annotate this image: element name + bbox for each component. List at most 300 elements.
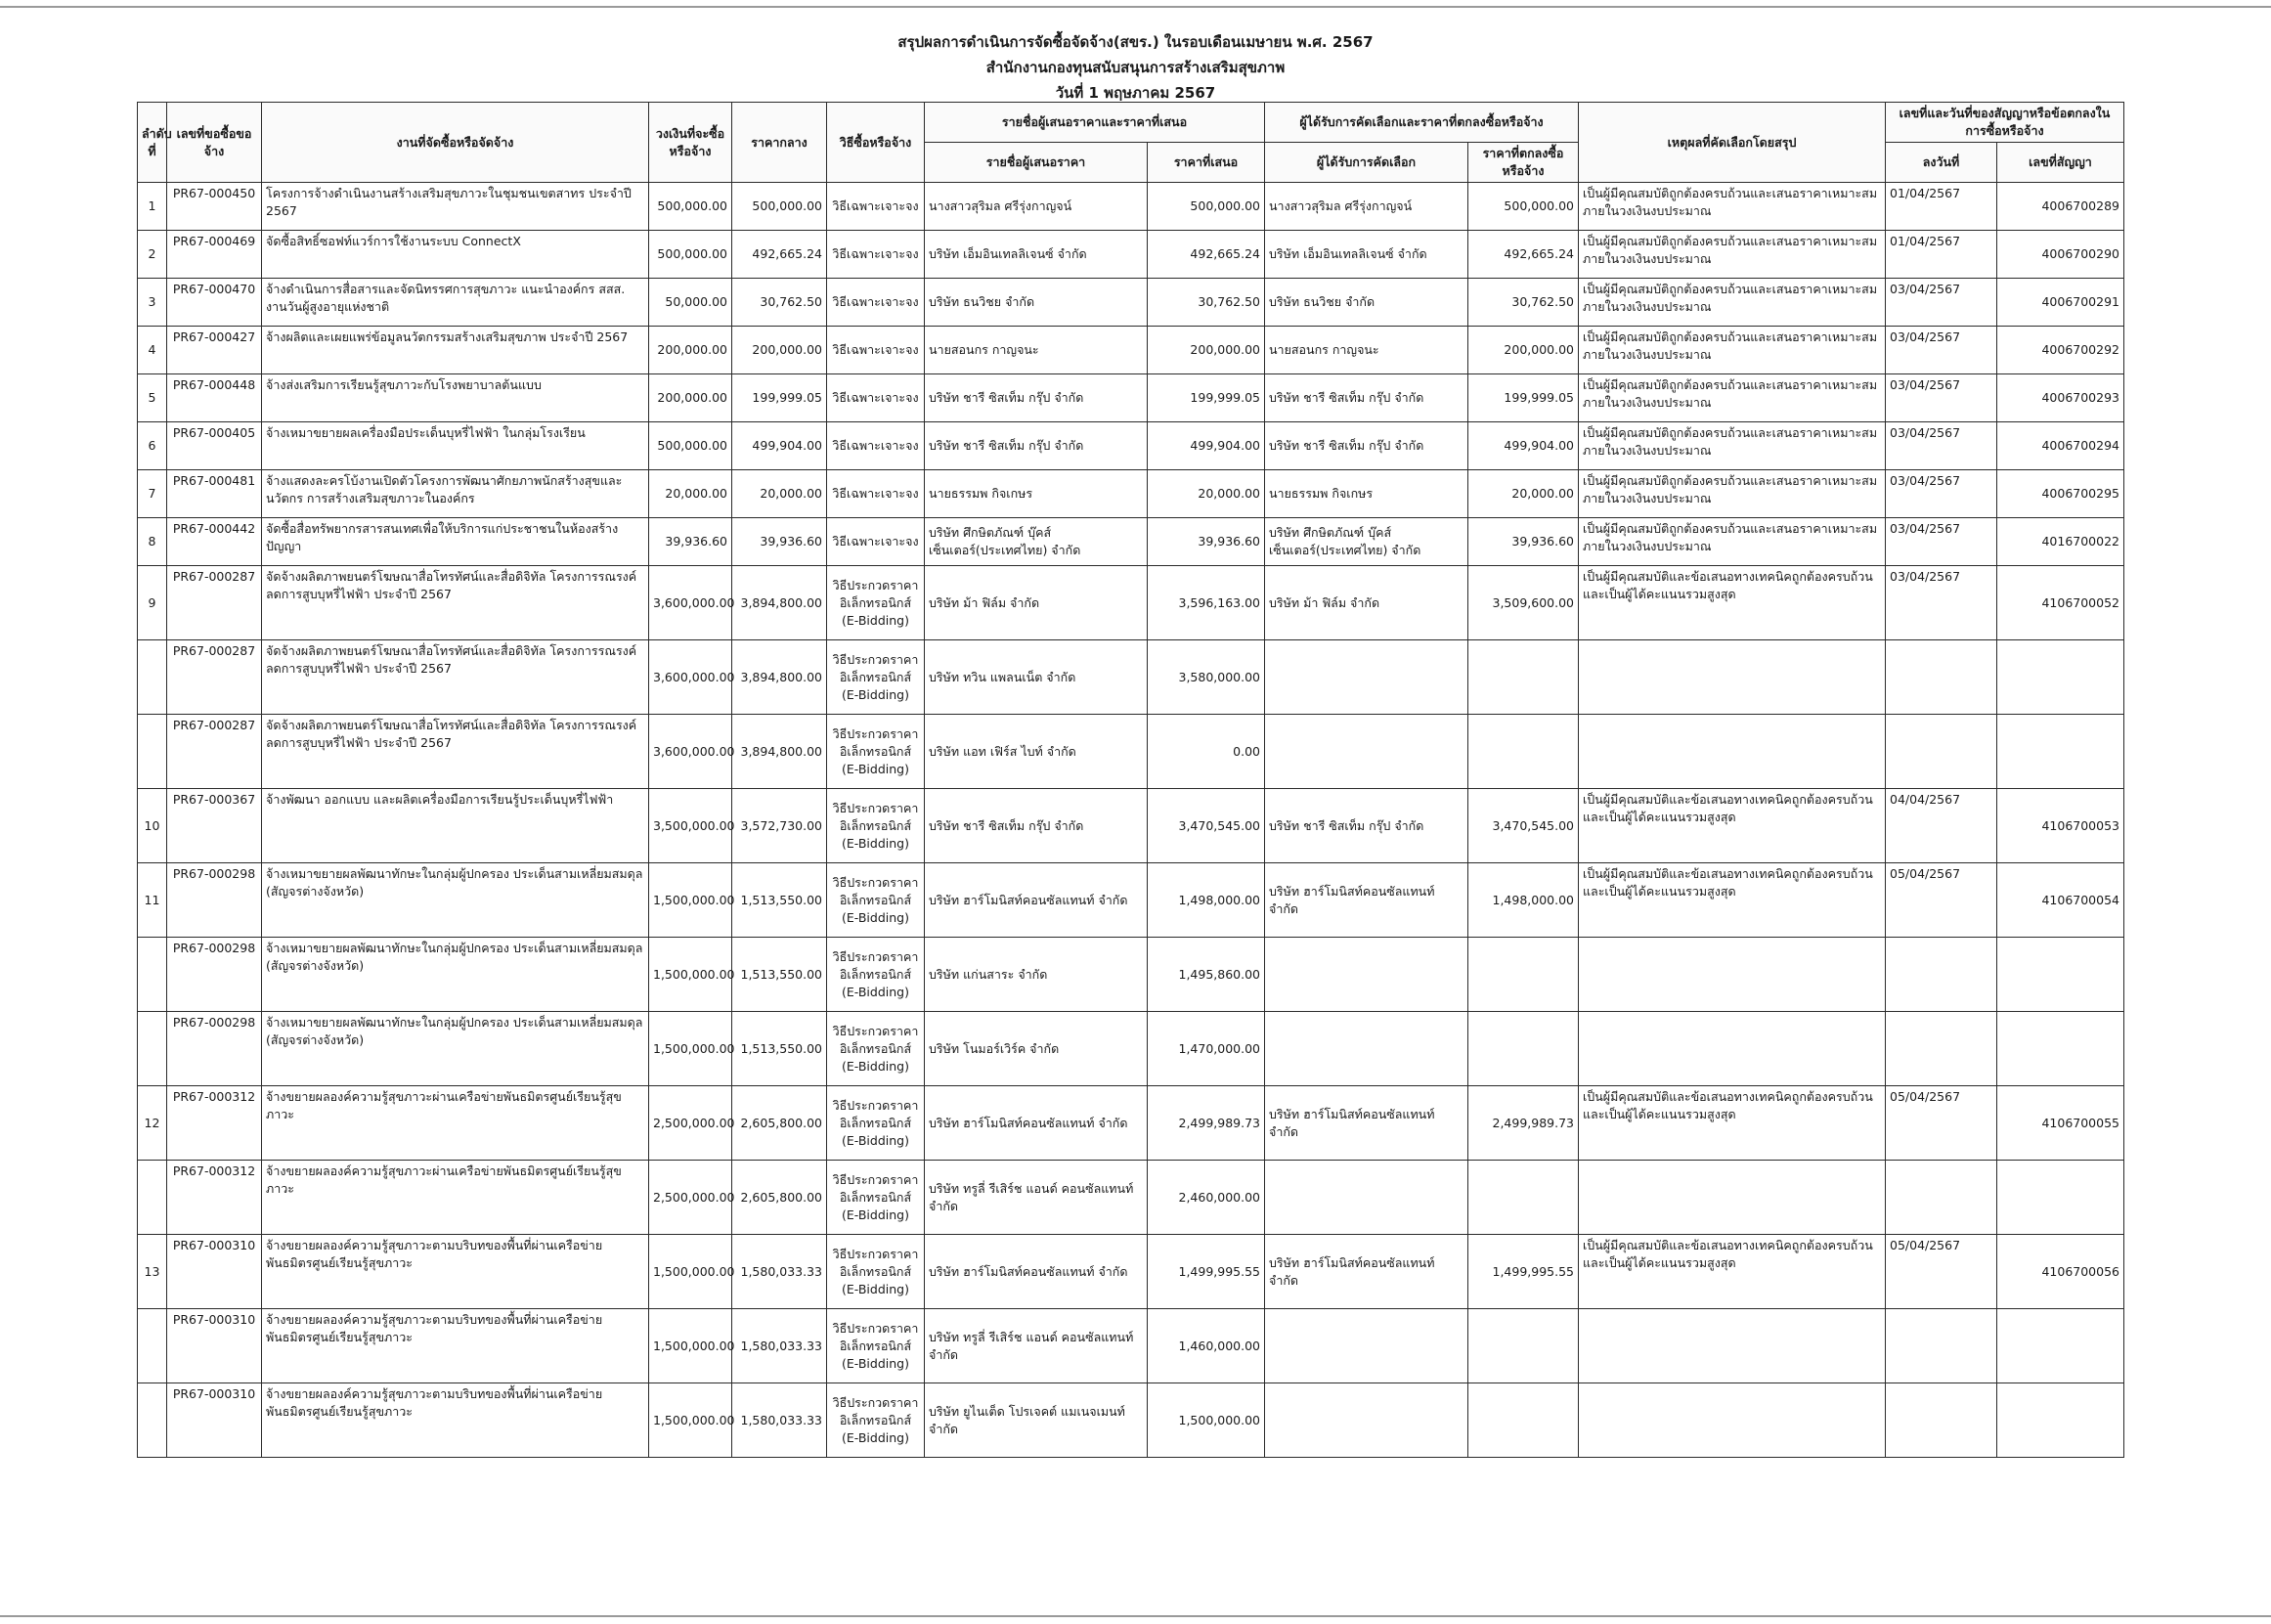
- cell-median-price: 2,605,800.00: [732, 1161, 827, 1235]
- cell-bidder-name: บริษัท ทรูลี่ รีเสิร์ช แอนด์ คอนซัลแทนท์ จำกัด: [925, 1309, 1148, 1383]
- header-bidder-name: รายชื่อผู้เสนอราคา: [925, 143, 1148, 183]
- cell-selected-name: บริษัท เอ็มอินเทลลิเจนซ์ จำกัด: [1265, 231, 1468, 279]
- cell-contract-number: 4006700292: [1997, 327, 2124, 374]
- cell-budget: 1,500,000.00: [649, 863, 732, 938]
- cell-bidder-name: บริษัท ฮาร์โมนิสท์คอนซัลแทนท์ จำกัด: [925, 863, 1148, 938]
- table-row: [138, 1012, 2124, 1086]
- cell-budget: 1,500,000.00: [649, 1383, 732, 1458]
- cell-agreed-price: 3,509,600.00: [1468, 566, 1579, 640]
- cell-pr-number: PR67-000310: [167, 1235, 262, 1309]
- cell-pr-number: PR67-000448: [167, 374, 262, 422]
- cell-work-description: จ้างขยายผลองค์ความรู้สุขภาวะตามบริบทของพื้นที่ผ่านเครือข่ายพันธมิตรศูนย์เรียนรู้สุขภาวะ: [262, 1235, 649, 1309]
- cell-median-price: 499,904.00: [732, 422, 827, 470]
- organization-name: สำนักงานกองทุนสนับสนุนการสร้างเสริมสุขภาพ: [985, 59, 1286, 76]
- cell-method: วิธีเฉพาะเจาะจง: [827, 374, 925, 422]
- header-contract-date: ลงวันที่: [1886, 143, 1997, 183]
- cell-bid-price: 499,904.00: [1148, 422, 1265, 470]
- table-row: [138, 231, 2124, 279]
- table-header: [138, 103, 2124, 183]
- table-row: [138, 327, 2124, 374]
- cell-reason: [1579, 1309, 1886, 1383]
- cell-reason: [1579, 715, 1886, 789]
- cell-selected-name: [1265, 640, 1468, 715]
- cell-contract-date: [1886, 640, 1997, 715]
- cell-median-price: 2,605,800.00: [732, 1086, 827, 1161]
- cell-agreed-price: [1468, 1161, 1579, 1235]
- cell-median-price: 500,000.00: [732, 183, 827, 231]
- cell-contract-date: 03/04/2567: [1886, 327, 1997, 374]
- cell-bidder-name: บริษัท ศึกษิตภัณฑ์ บุ๊คส์เซ็นเตอร์(ประเทศไทย) จำกัด: [925, 518, 1148, 566]
- cell-pr-number: PR67-000287: [167, 640, 262, 715]
- cell-contract-number: 4106700052: [1997, 566, 2124, 640]
- cell-bid-price: 20,000.00: [1148, 470, 1265, 518]
- cell-bid-price: 1,495,860.00: [1148, 938, 1265, 1012]
- cell-pr-number: PR67-000298: [167, 1012, 262, 1086]
- cell-bid-price: 492,665.24: [1148, 231, 1265, 279]
- cell-contract-date: [1886, 715, 1997, 789]
- cell-budget: 200,000.00: [649, 374, 732, 422]
- cell-pr-number: PR67-000481: [167, 470, 262, 518]
- cell-pr-number: PR67-000469: [167, 231, 262, 279]
- cell-budget: 1,500,000.00: [649, 1012, 732, 1086]
- cell-reason: เป็นผู้มีคุณสมบัติและข้อเสนอทางเทคนิคถูกต้องครบถ้วนและเป็นผู้ได้คะแนนรวมสูงสุด: [1579, 1235, 1886, 1309]
- cell-bidder-name: บริษัท เอ็มอินเทลลิเจนซ์ จำกัด: [925, 231, 1148, 279]
- cell-budget: 3,600,000.00: [649, 640, 732, 715]
- cell-selected-name: บริษัท ธนวิชย จำกัด: [1265, 279, 1468, 327]
- cell-reason: [1579, 938, 1886, 1012]
- cell-contract-date: 04/04/2567: [1886, 789, 1997, 863]
- cell-reason: เป็นผู้มีคุณสมบัติและข้อเสนอทางเทคนิคถูกต้องครบถ้วนและเป็นผู้ได้คะแนนรวมสูงสุด: [1579, 863, 1886, 938]
- cell-budget: 1,500,000.00: [649, 1309, 732, 1383]
- cell-contract-number: 4106700055: [1997, 1086, 2124, 1161]
- cell-selected-name: บริษัท ชารี ซิสเท็ม กรุ๊ป จำกัด: [1265, 422, 1468, 470]
- header-budget: วงเงินที่จะซื้อหรือจ้าง: [649, 103, 732, 183]
- cell-selected-name: [1265, 1383, 1468, 1458]
- cell-bid-price: 3,470,545.00: [1148, 789, 1265, 863]
- cell-bidder-name: บริษัท ทรูลี่ รีเสิร์ช แอนด์ คอนซัลแทนท์ จำกัด: [925, 1161, 1148, 1235]
- cell-work-description: จ้างแสดงละครโบ้งานเปิดตัวโครงการพัฒนาศักยภาพนักสร้างสุขและนวัตกร การสร้างเสริมสุขภาวะในองค์กร: [262, 470, 649, 518]
- header-bid-price: ราคาที่เสนอ: [1148, 143, 1265, 183]
- cell-contract-date: [1886, 1161, 1997, 1235]
- header-bidders-group: รายชื่อผู้เสนอราคาและราคาที่เสนอ: [925, 103, 1265, 143]
- cell-work-description: จ้างขยายผลองค์ความรู้สุขภาวะตามบริบทของพื้นที่ผ่านเครือข่ายพันธมิตรศูนย์เรียนรู้สุขภาวะ: [262, 1383, 649, 1458]
- cell-contract-number: 4016700022: [1997, 518, 2124, 566]
- cell-bid-price: 3,596,163.00: [1148, 566, 1265, 640]
- cell-median-price: 3,894,800.00: [732, 640, 827, 715]
- cell-contract-date: 03/04/2567: [1886, 470, 1997, 518]
- cell-method: วิธีประกวดราคาอิเล็กทรอนิกส์ (E-Bidding): [827, 789, 925, 863]
- cell-row-number: 1: [138, 183, 167, 231]
- cell-pr-number: PR67-000287: [167, 715, 262, 789]
- cell-work-description: จัดจ้างผลิตภาพยนตร์โฆษณาสื่อโทรทัศน์และสื่อดิจิทัล โครงการรณรงค์ลดการสูบบุหรี่ไฟฟ้า ประจำปี 2567: [262, 566, 649, 640]
- cell-budget: 2,500,000.00: [649, 1086, 732, 1161]
- cell-bid-price: 500,000.00: [1148, 183, 1265, 231]
- cell-bid-price: 30,762.50: [1148, 279, 1265, 327]
- cell-work-description: จ้างดำเนินการสื่อสารและจัดนิทรรศการสุขภาวะ แนะนำองค์กร สสส. งานวันผู้สูงอายุแห่งชาติ: [262, 279, 649, 327]
- cell-method: วิธีเฉพาะเจาะจง: [827, 231, 925, 279]
- cell-bidder-name: บริษัท ฮาร์โมนิสท์คอนซัลแทนท์ จำกัด: [925, 1086, 1148, 1161]
- cell-median-price: 30,762.50: [732, 279, 827, 327]
- cell-median-price: 492,665.24: [732, 231, 827, 279]
- cell-selected-name: [1265, 1012, 1468, 1086]
- table-row: [138, 183, 2124, 231]
- cell-contract-date: 03/04/2567: [1886, 422, 1997, 470]
- cell-reason: [1579, 1383, 1886, 1458]
- cell-work-description: จ้างผลิตและเผยแพร่ข้อมูลนวัตกรรมสร้างเสริมสุขภาพ ประจำปี 2567: [262, 327, 649, 374]
- cell-work-description: จ้างขยายผลองค์ความรู้สุขภาวะตามบริบทของพื้นที่ผ่านเครือข่ายพันธมิตรศูนย์เรียนรู้สุขภาวะ: [262, 1309, 649, 1383]
- cell-contract-number: 4106700053: [1997, 789, 2124, 863]
- cell-median-price: 3,894,800.00: [732, 566, 827, 640]
- cell-median-price: 20,000.00: [732, 470, 827, 518]
- cell-row-number: 7: [138, 470, 167, 518]
- cell-method: วิธีประกวดราคาอิเล็กทรอนิกส์ (E-Bidding): [827, 1086, 925, 1161]
- cell-selected-name: บริษัท ชารี ซิสเท็ม กรุ๊ป จำกัด: [1265, 374, 1468, 422]
- cell-agreed-price: 200,000.00: [1468, 327, 1579, 374]
- cell-contract-date: [1886, 938, 1997, 1012]
- table-row: [138, 789, 2124, 863]
- cell-method: วิธีประกวดราคาอิเล็กทรอนิกส์ (E-Bidding): [827, 566, 925, 640]
- cell-work-description: โครงการจ้างดำเนินงานสร้างเสริมสุขภาวะในชุมชนเขตสาทร ประจำปี 2567: [262, 183, 649, 231]
- cell-selected-name: บริษัท ฮาร์โมนิสท์คอนซัลแทนท์ จำกัด: [1265, 863, 1468, 938]
- cell-method: วิธีประกวดราคาอิเล็กทรอนิกส์ (E-Bidding): [827, 1383, 925, 1458]
- cell-method: วิธีเฉพาะเจาะจง: [827, 470, 925, 518]
- header-method: วิธีซื้อหรือจ้าง: [827, 103, 925, 183]
- cell-row-number: [138, 715, 167, 789]
- cell-contract-number: 4106700054: [1997, 863, 2124, 938]
- cell-row-number: [138, 1012, 167, 1086]
- table-row: [138, 422, 2124, 470]
- cell-row-number: 13: [138, 1235, 167, 1309]
- cell-pr-number: PR67-000470: [167, 279, 262, 327]
- cell-agreed-price: 199,999.05: [1468, 374, 1579, 422]
- cell-pr-number: PR67-000287: [167, 566, 262, 640]
- cell-reason: [1579, 640, 1886, 715]
- scan-edge-top: [0, 6, 2271, 8]
- cell-pr-number: PR67-000298: [167, 863, 262, 938]
- cell-bidder-name: บริษัท ฮาร์โมนิสท์คอนซัลแทนท์ จำกัด: [925, 1235, 1148, 1309]
- cell-pr-number: PR67-000310: [167, 1383, 262, 1458]
- cell-row-number: 2: [138, 231, 167, 279]
- cell-budget: 39,936.60: [649, 518, 732, 566]
- cell-bid-price: 2,460,000.00: [1148, 1161, 1265, 1235]
- cell-budget: 3,600,000.00: [649, 566, 732, 640]
- cell-reason: [1579, 1161, 1886, 1235]
- cell-agreed-price: [1468, 1383, 1579, 1458]
- cell-row-number: 11: [138, 863, 167, 938]
- cell-contract-date: 01/04/2567: [1886, 183, 1997, 231]
- cell-bidder-name: บริษัท ทวิน แพลนเน็ต จำกัด: [925, 640, 1148, 715]
- cell-bid-price: 200,000.00: [1148, 327, 1265, 374]
- cell-bidder-name: บริษัท ธนวิชย จำกัด: [925, 279, 1148, 327]
- cell-agreed-price: 500,000.00: [1468, 183, 1579, 231]
- cell-agreed-price: 499,904.00: [1468, 422, 1579, 470]
- cell-contract-number: 4106700056: [1997, 1235, 2124, 1309]
- cell-work-description: จัดซื้อสิทธิ์ซอฟท์แวร์การใช้งานระบบ ConnectX: [262, 231, 649, 279]
- cell-median-price: 1,513,550.00: [732, 1012, 827, 1086]
- header-pr-number: เลขที่ขอซื้อขอจ้าง: [167, 103, 262, 183]
- header-selected-name: ผู้ได้รับการคัดเลือก: [1265, 143, 1468, 183]
- cell-median-price: 199,999.05: [732, 374, 827, 422]
- cell-method: วิธีประกวดราคาอิเล็กทรอนิกส์ (E-Bidding): [827, 1012, 925, 1086]
- cell-method: วิธีประกวดราคาอิเล็กทรอนิกส์ (E-Bidding): [827, 1309, 925, 1383]
- cell-reason: [1579, 1012, 1886, 1086]
- cell-budget: 500,000.00: [649, 183, 732, 231]
- cell-budget: 1,500,000.00: [649, 1235, 732, 1309]
- header-contract-no: เลขที่สัญญา: [1997, 143, 2124, 183]
- cell-method: วิธีประกวดราคาอิเล็กทรอนิกส์ (E-Bidding): [827, 938, 925, 1012]
- cell-reason: เป็นผู้มีคุณสมบัติและข้อเสนอทางเทคนิคถูกต้องครบถ้วนและเป็นผู้ได้คะแนนรวมสูงสุด: [1579, 789, 1886, 863]
- cell-method: วิธีประกวดราคาอิเล็กทรอนิกส์ (E-Bidding): [827, 1235, 925, 1309]
- cell-reason: เป็นผู้มีคุณสมบัติถูกต้องครบถ้วนและเสนอราคาเหมาะสมภายในวงเงินงบประมาณ: [1579, 518, 1886, 566]
- cell-agreed-price: 39,936.60: [1468, 518, 1579, 566]
- cell-method: วิธีเฉพาะเจาะจง: [827, 422, 925, 470]
- table-row: [138, 1161, 2124, 1235]
- cell-pr-number: PR67-000310: [167, 1309, 262, 1383]
- table-row: [138, 566, 2124, 640]
- cell-reason: เป็นผู้มีคุณสมบัติและข้อเสนอทางเทคนิคถูกต้องครบถ้วนและเป็นผู้ได้คะแนนรวมสูงสุด: [1579, 1086, 1886, 1161]
- cell-budget: 500,000.00: [649, 231, 732, 279]
- cell-contract-date: 03/04/2567: [1886, 279, 1997, 327]
- header-selected-group: ผู้ได้รับการคัดเลือกและราคาที่ตกลงซื้อหรือจ้าง: [1265, 103, 1579, 143]
- cell-median-price: 1,513,550.00: [732, 863, 827, 938]
- cell-budget: 200,000.00: [649, 327, 732, 374]
- cell-selected-name: บริษัท ม้า ฟิล์ม จำกัด: [1265, 566, 1468, 640]
- cell-work-description: จ้างส่งเสริมการเรียนรู้สุขภาวะกับโรงพยาบาลต้นแบบ: [262, 374, 649, 422]
- cell-median-price: 3,894,800.00: [732, 715, 827, 789]
- cell-row-number: 10: [138, 789, 167, 863]
- table-row: [138, 1235, 2124, 1309]
- cell-bidder-name: บริษัท แอท เฟิร์ส ไบท์ จำกัด: [925, 715, 1148, 789]
- cell-method: วิธีเฉพาะเจาะจง: [827, 183, 925, 231]
- cell-agreed-price: [1468, 1309, 1579, 1383]
- cell-row-number: [138, 1383, 167, 1458]
- procurement-table: [137, 102, 2124, 1458]
- cell-work-description: จ้างเหมาขยายผลพัฒนาทักษะในกลุ่มผู้ปกครอง ประเด็นสามเหลี่ยมสมดุล (สัญจรต่างจังหวัด): [262, 1012, 649, 1086]
- table-row: [138, 938, 2124, 1012]
- cell-bid-price: 39,936.60: [1148, 518, 1265, 566]
- cell-agreed-price: 3,470,545.00: [1468, 789, 1579, 863]
- header-no: ลำดับที่: [138, 103, 167, 183]
- cell-reason: เป็นผู้มีคุณสมบัติถูกต้องครบถ้วนและเสนอราคาเหมาะสมภายในวงเงินงบประมาณ: [1579, 470, 1886, 518]
- cell-selected-name: [1265, 1309, 1468, 1383]
- cell-median-price: 200,000.00: [732, 327, 827, 374]
- cell-selected-name: [1265, 715, 1468, 789]
- cell-work-description: จ้างขยายผลองค์ความรู้สุขภาวะผ่านเครือข่ายพันธมิตรศูนย์เรียนรู้สุขภาวะ: [262, 1161, 649, 1235]
- cell-bid-price: 2,499,989.73: [1148, 1086, 1265, 1161]
- cell-bid-price: 3,580,000.00: [1148, 640, 1265, 715]
- cell-contract-date: 03/04/2567: [1886, 518, 1997, 566]
- cell-bidder-name: บริษัท ยูไนเต็ด โปรเจคต์ แมเนจเมนท์ จำกัด: [925, 1383, 1148, 1458]
- table-row: [138, 470, 2124, 518]
- cell-contract-date: [1886, 1309, 1997, 1383]
- cell-agreed-price: [1468, 640, 1579, 715]
- cell-selected-name: [1265, 1161, 1468, 1235]
- cell-contract-number: 4006700291: [1997, 279, 2124, 327]
- header-work: งานที่จัดซื้อหรือจัดจ้าง: [262, 103, 649, 183]
- cell-selected-name: บริษัท ศึกษิตภัณฑ์ บุ๊คส์เซ็นเตอร์(ประเทศไทย) จำกัด: [1265, 518, 1468, 566]
- cell-row-number: 8: [138, 518, 167, 566]
- cell-row-number: [138, 1161, 167, 1235]
- cell-contract-number: 4006700294: [1997, 422, 2124, 470]
- cell-work-description: จ้างเหมาขยายผลพัฒนาทักษะในกลุ่มผู้ปกครอง ประเด็นสามเหลี่ยมสมดุล (สัญจรต่างจังหวัด): [262, 863, 649, 938]
- cell-method: วิธีประกวดราคาอิเล็กทรอนิกส์ (E-Bidding): [827, 640, 925, 715]
- cell-row-number: 9: [138, 566, 167, 640]
- cell-work-description: จ้างขยายผลองค์ความรู้สุขภาวะผ่านเครือข่ายพันธมิตรศูนย์เรียนรู้สุขภาวะ: [262, 1086, 649, 1161]
- cell-selected-name: [1265, 938, 1468, 1012]
- table-row: [138, 518, 2124, 566]
- cell-selected-name: นายสอนกร กาญจนะ: [1265, 327, 1468, 374]
- cell-method: วิธีประกวดราคาอิเล็กทรอนิกส์ (E-Bidding): [827, 715, 925, 789]
- table-row: [138, 1309, 2124, 1383]
- cell-pr-number: PR67-000450: [167, 183, 262, 231]
- cell-bidder-name: บริษัท แก่นสาระ จำกัด: [925, 938, 1148, 1012]
- table-row: [138, 279, 2124, 327]
- cell-pr-number: PR67-000442: [167, 518, 262, 566]
- cell-bid-price: 1,460,000.00: [1148, 1309, 1265, 1383]
- cell-agreed-price: 1,499,995.55: [1468, 1235, 1579, 1309]
- cell-selected-name: บริษัท ฮาร์โมนิสท์คอนซัลแทนท์ จำกัด: [1265, 1235, 1468, 1309]
- cell-reason: เป็นผู้มีคุณสมบัติถูกต้องครบถ้วนและเสนอราคาเหมาะสมภายในวงเงินงบประมาณ: [1579, 183, 1886, 231]
- cell-contract-date: 03/04/2567: [1886, 566, 1997, 640]
- cell-reason: เป็นผู้มีคุณสมบัติถูกต้องครบถ้วนและเสนอราคาเหมาะสมภายในวงเงินงบประมาณ: [1579, 374, 1886, 422]
- cell-contract-date: 05/04/2567: [1886, 1086, 1997, 1161]
- cell-work-description: จัดซื้อสื่อทรัพยากรสารสนเทศเพื่อให้บริการแก่ประชาชนในห้องสร้างปัญญา: [262, 518, 649, 566]
- table-body: [138, 183, 2124, 1458]
- table-row: [138, 1383, 2124, 1458]
- cell-budget: 20,000.00: [649, 470, 732, 518]
- cell-method: วิธีเฉพาะเจาะจง: [827, 327, 925, 374]
- cell-bid-price: 1,470,000.00: [1148, 1012, 1265, 1086]
- cell-contract-date: [1886, 1383, 1997, 1458]
- cell-work-description: จัดจ้างผลิตภาพยนตร์โฆษณาสื่อโทรทัศน์และสื่อดิจิทัล โครงการรณรงค์ลดการสูบบุหรี่ไฟฟ้า ประจำปี 2567: [262, 715, 649, 789]
- cell-selected-name: นางสาวสุริมล ศรีรุ่งกาญจน์: [1265, 183, 1468, 231]
- cell-agreed-price: 20,000.00: [1468, 470, 1579, 518]
- cell-reason: เป็นผู้มีคุณสมบัติถูกต้องครบถ้วนและเสนอราคาเหมาะสมภายในวงเงินงบประมาณ: [1579, 231, 1886, 279]
- cell-method: วิธีประกวดราคาอิเล็กทรอนิกส์ (E-Bidding): [827, 1161, 925, 1235]
- header-contract-group: เลขที่และวันที่ของสัญญาหรือข้อตกลงในการซื้อหรือจ้าง: [1886, 103, 2124, 143]
- cell-bidder-name: บริษัท โนมอร์เวิร์ค จำกัด: [925, 1012, 1148, 1086]
- cell-contract-number: 4006700290: [1997, 231, 2124, 279]
- cell-agreed-price: 492,665.24: [1468, 231, 1579, 279]
- document-title: สรุปผลการดำเนินการจัดซื้อจัดจ้าง(สขร.) ในรอบเดือนเมษายน พ.ศ. 2567: [897, 33, 1374, 51]
- cell-budget: 50,000.00: [649, 279, 732, 327]
- cell-row-number: [138, 640, 167, 715]
- cell-reason: เป็นผู้มีคุณสมบัติถูกต้องครบถ้วนและเสนอราคาเหมาะสมภายในวงเงินงบประมาณ: [1579, 422, 1886, 470]
- cell-bidder-name: นางสาวสุริมล ศรีรุ่งกาญจน์: [925, 183, 1148, 231]
- cell-contract-date: 05/04/2567: [1886, 863, 1997, 938]
- cell-agreed-price: [1468, 938, 1579, 1012]
- cell-contract-number: [1997, 1383, 2124, 1458]
- cell-contract-number: 4006700289: [1997, 183, 2124, 231]
- cell-agreed-price: 30,762.50: [1468, 279, 1579, 327]
- cell-contract-number: [1997, 715, 2124, 789]
- cell-contract-number: 4006700293: [1997, 374, 2124, 422]
- cell-budget: 2,500,000.00: [649, 1161, 732, 1235]
- cell-bidder-name: บริษัท ชารี ซิสเท็ม กรุ๊ป จำกัด: [925, 789, 1148, 863]
- table-row: [138, 1086, 2124, 1161]
- cell-row-number: 3: [138, 279, 167, 327]
- cell-selected-name: บริษัท ชารี ซิสเท็ม กรุ๊ป จำกัด: [1265, 789, 1468, 863]
- table-row: [138, 374, 2124, 422]
- cell-reason: เป็นผู้มีคุณสมบัติถูกต้องครบถ้วนและเสนอราคาเหมาะสมภายในวงเงินงบประมาณ: [1579, 279, 1886, 327]
- cell-bid-price: 1,498,000.00: [1148, 863, 1265, 938]
- cell-median-price: 3,572,730.00: [732, 789, 827, 863]
- cell-contract-date: 05/04/2567: [1886, 1235, 1997, 1309]
- header-agreed-price: ราคาที่ตกลงซื้อหรือจ้าง: [1468, 143, 1579, 183]
- cell-row-number: 12: [138, 1086, 167, 1161]
- cell-pr-number: PR67-000367: [167, 789, 262, 863]
- report-date: วันที่ 1 พฤษภาคม 2567: [1055, 84, 1216, 102]
- cell-row-number: 4: [138, 327, 167, 374]
- cell-contract-date: 03/04/2567: [1886, 374, 1997, 422]
- cell-bidder-name: บริษัท ม้า ฟิล์ม จำกัด: [925, 566, 1148, 640]
- cell-row-number: 5: [138, 374, 167, 422]
- cell-work-description: จ้างพัฒนา ออกแบบ และผลิตเครื่องมือการเรียนรู้ประเด็นบุหรี่ไฟฟ้า: [262, 789, 649, 863]
- cell-work-description: จ้างเหมาขยายผลพัฒนาทักษะในกลุ่มผู้ปกครอง ประเด็นสามเหลี่ยมสมดุล (สัญจรต่างจังหวัด): [262, 938, 649, 1012]
- table-row: [138, 715, 2124, 789]
- cell-agreed-price: [1468, 715, 1579, 789]
- cell-pr-number: PR67-000312: [167, 1086, 262, 1161]
- cell-reason: เป็นผู้มีคุณสมบัติและข้อเสนอทางเทคนิคถูกต้องครบถ้วนและเป็นผู้ได้คะแนนรวมสูงสุด: [1579, 566, 1886, 640]
- cell-median-price: 1,580,033.33: [732, 1309, 827, 1383]
- cell-reason: เป็นผู้มีคุณสมบัติถูกต้องครบถ้วนและเสนอราคาเหมาะสมภายในวงเงินงบประมาณ: [1579, 327, 1886, 374]
- cell-bid-price: 199,999.05: [1148, 374, 1265, 422]
- cell-method: วิธีประกวดราคาอิเล็กทรอนิกส์ (E-Bidding): [827, 863, 925, 938]
- cell-budget: 3,600,000.00: [649, 715, 732, 789]
- cell-pr-number: PR67-000405: [167, 422, 262, 470]
- cell-contract-date: [1886, 1012, 1997, 1086]
- cell-median-price: 1,513,550.00: [732, 938, 827, 1012]
- cell-contract-number: [1997, 1012, 2124, 1086]
- cell-contract-number: [1997, 640, 2124, 715]
- cell-contract-number: 4006700295: [1997, 470, 2124, 518]
- cell-agreed-price: 1,498,000.00: [1468, 863, 1579, 938]
- cell-budget: 1,500,000.00: [649, 938, 732, 1012]
- cell-selected-name: บริษัท ฮาร์โมนิสท์คอนซัลแทนท์ จำกัด: [1265, 1086, 1468, 1161]
- cell-work-description: จ้างเหมาขยายผลเครื่องมือประเด็นบุหรี่ไฟฟ้า ในกลุ่มโรงเรียน: [262, 422, 649, 470]
- cell-method: วิธีเฉพาะเจาะจง: [827, 279, 925, 327]
- cell-budget: 500,000.00: [649, 422, 732, 470]
- cell-pr-number: PR67-000298: [167, 938, 262, 1012]
- cell-contract-number: [1997, 1161, 2124, 1235]
- cell-row-number: [138, 1309, 167, 1383]
- cell-budget: 3,500,000.00: [649, 789, 732, 863]
- cell-agreed-price: 2,499,989.73: [1468, 1086, 1579, 1161]
- cell-pr-number: PR67-000312: [167, 1161, 262, 1235]
- cell-bidder-name: บริษัท ชารี ซิสเท็ม กรุ๊ป จำกัด: [925, 374, 1148, 422]
- cell-bid-price: 1,500,000.00: [1148, 1383, 1265, 1458]
- cell-bidder-name: บริษัท ชารี ซิสเท็ม กรุ๊ป จำกัด: [925, 422, 1148, 470]
- table-row: [138, 640, 2124, 715]
- document-header: [0, 29, 2271, 106]
- cell-bidder-name: นายสอนกร กาญจนะ: [925, 327, 1148, 374]
- cell-median-price: 1,580,033.33: [732, 1235, 827, 1309]
- cell-bid-price: 1,499,995.55: [1148, 1235, 1265, 1309]
- cell-row-number: 6: [138, 422, 167, 470]
- cell-agreed-price: [1468, 1012, 1579, 1086]
- cell-contract-date: 01/04/2567: [1886, 231, 1997, 279]
- cell-median-price: 1,580,033.33: [732, 1383, 827, 1458]
- cell-selected-name: นายธรรมพ กิจเกษร: [1265, 470, 1468, 518]
- cell-pr-number: PR67-000427: [167, 327, 262, 374]
- cell-median-price: 39,936.60: [732, 518, 827, 566]
- header-median-price: ราคากลาง: [732, 103, 827, 183]
- scan-edge-bottom: [0, 1615, 2271, 1617]
- cell-bidder-name: นายธรรมพ กิจเกษร: [925, 470, 1148, 518]
- cell-bid-price: 0.00: [1148, 715, 1265, 789]
- cell-row-number: [138, 938, 167, 1012]
- cell-contract-number: [1997, 938, 2124, 1012]
